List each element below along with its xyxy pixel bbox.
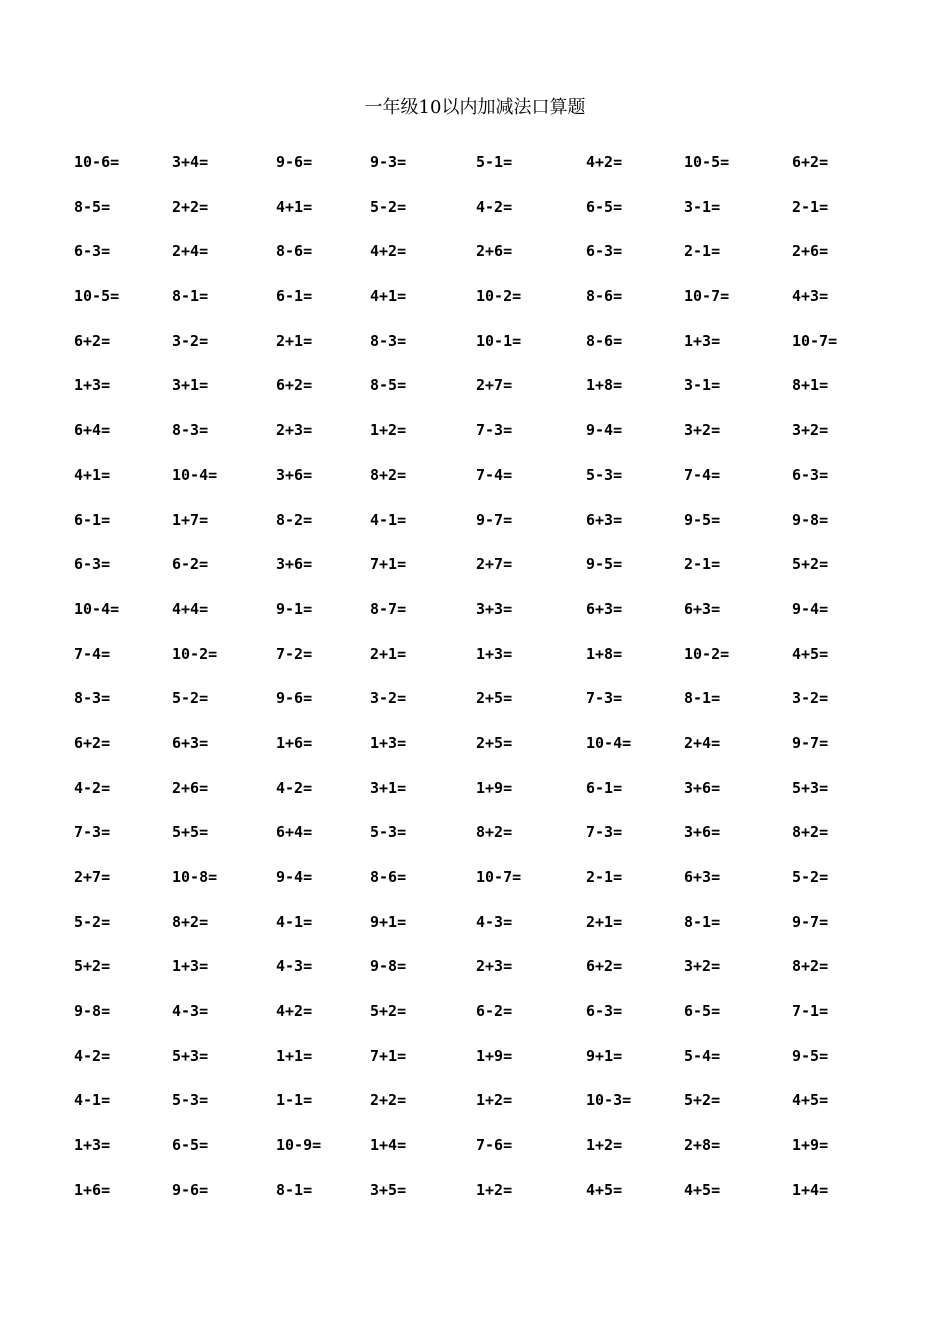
math-problem: 9-8= bbox=[74, 1002, 111, 1021]
math-problem: 7+1= bbox=[370, 1046, 407, 1065]
problem-row bbox=[0, 731, 950, 776]
math-problem: 7-3= bbox=[586, 823, 623, 842]
math-problem: 3+1= bbox=[370, 778, 407, 797]
math-problem: 8+2= bbox=[792, 823, 829, 842]
math-problem: 4+5= bbox=[792, 644, 829, 663]
math-problem: 8+2= bbox=[172, 912, 209, 931]
math-problem: 6-5= bbox=[586, 197, 623, 216]
problem-row bbox=[0, 865, 950, 910]
problem-row bbox=[0, 195, 950, 240]
math-problem: 6+2= bbox=[74, 331, 111, 350]
math-problem: 8-6= bbox=[276, 242, 313, 261]
math-problem: 7-2= bbox=[276, 644, 313, 663]
math-problem: 6-3= bbox=[792, 465, 829, 484]
problem-row bbox=[0, 150, 950, 195]
math-problem: 6-5= bbox=[684, 1002, 721, 1021]
math-problem: 1+3= bbox=[684, 331, 721, 350]
math-problem: 1+3= bbox=[74, 1136, 111, 1155]
math-problem: 4+5= bbox=[684, 1180, 721, 1199]
math-problem: 3+2= bbox=[684, 421, 721, 440]
problem-row bbox=[0, 1133, 950, 1178]
math-problem: 6+3= bbox=[684, 868, 721, 886]
math-problem: 8-6= bbox=[586, 331, 623, 350]
math-problem: 9-3= bbox=[370, 153, 407, 171]
math-problem: 2+1= bbox=[370, 644, 407, 663]
math-problem: 2+2= bbox=[370, 1091, 407, 1110]
math-problem: 6+2= bbox=[276, 376, 313, 395]
math-problem: 4+1= bbox=[276, 197, 313, 216]
math-problem: 8-3= bbox=[74, 689, 111, 708]
math-problem: 3+2= bbox=[684, 957, 721, 976]
math-problem: 10-2= bbox=[172, 644, 218, 663]
math-problem: 3+3= bbox=[476, 599, 513, 618]
math-problem: 4-2= bbox=[276, 778, 313, 797]
math-problem: 5+3= bbox=[792, 778, 829, 797]
math-problem: 8+2= bbox=[476, 823, 513, 842]
math-problem: 3+6= bbox=[684, 823, 721, 842]
math-problem: 2-1= bbox=[684, 555, 721, 574]
math-problem: 2+7= bbox=[74, 868, 111, 886]
math-problem: 5+2= bbox=[370, 1002, 407, 1021]
math-problem: 2+3= bbox=[276, 421, 313, 440]
math-problem: 8-7= bbox=[370, 599, 407, 618]
problem-row bbox=[0, 1088, 950, 1133]
math-problem: 1+2= bbox=[586, 1136, 623, 1155]
math-problem: 9-6= bbox=[172, 1180, 209, 1199]
math-problem: 4+1= bbox=[74, 465, 111, 484]
math-problem: 2+2= bbox=[172, 197, 209, 216]
math-problem: 7-6= bbox=[476, 1136, 513, 1155]
math-problem: 5-3= bbox=[586, 465, 623, 484]
math-problem: 9-5= bbox=[792, 1046, 829, 1065]
math-problem: 10-7= bbox=[792, 331, 838, 350]
math-problem: 7-4= bbox=[74, 644, 111, 663]
math-problem: 6+2= bbox=[792, 153, 829, 171]
math-problem: 4+2= bbox=[276, 1002, 313, 1021]
math-problem: 8-2= bbox=[276, 510, 313, 529]
math-problem: 1+1= bbox=[276, 1046, 313, 1065]
math-problem: 7-3= bbox=[586, 689, 623, 708]
math-problem: 6+4= bbox=[74, 421, 111, 440]
math-problem: 5+2= bbox=[684, 1091, 721, 1110]
math-problem: 8+1= bbox=[792, 376, 829, 395]
math-problem: 10-7= bbox=[476, 868, 522, 886]
math-problem: 6-3= bbox=[74, 555, 111, 574]
math-problem: 10-5= bbox=[684, 153, 730, 171]
math-problem: 2+4= bbox=[684, 733, 721, 752]
math-problem: 9-7= bbox=[792, 912, 829, 931]
math-problem: 6-3= bbox=[74, 242, 111, 261]
math-problem: 6+3= bbox=[172, 733, 209, 752]
math-problem: 4-2= bbox=[74, 1046, 111, 1065]
math-problem: 6-1= bbox=[586, 778, 623, 797]
math-problem: 6-2= bbox=[172, 555, 209, 574]
math-problem: 3+2= bbox=[792, 421, 829, 440]
math-problem: 9+1= bbox=[370, 912, 407, 931]
math-problem: 8-6= bbox=[370, 868, 407, 886]
problem-row bbox=[0, 284, 950, 329]
math-problem: 4+1= bbox=[370, 287, 407, 306]
math-problem: 10-4= bbox=[586, 733, 632, 752]
math-problem: 7-4= bbox=[684, 465, 721, 484]
problem-row bbox=[0, 329, 950, 374]
math-problem: 8-6= bbox=[586, 287, 623, 306]
math-problem: 9-1= bbox=[276, 599, 313, 618]
page-title: 一年级10以内加减法口算题 bbox=[364, 97, 586, 118]
math-problem: 5-2= bbox=[172, 689, 209, 708]
math-problem: 4+5= bbox=[586, 1180, 623, 1199]
math-problem: 7-1= bbox=[792, 1002, 829, 1021]
problem-row bbox=[0, 463, 950, 508]
math-problem: 5-2= bbox=[74, 912, 111, 931]
problem-row bbox=[0, 1178, 950, 1223]
math-problem: 8-5= bbox=[370, 376, 407, 395]
math-problem: 4-3= bbox=[276, 957, 313, 976]
problem-row bbox=[0, 776, 950, 821]
math-problem: 10-2= bbox=[476, 287, 522, 306]
math-problem: 2+6= bbox=[792, 242, 829, 261]
math-problem: 2-1= bbox=[684, 242, 721, 261]
math-problem: 8-1= bbox=[684, 689, 721, 708]
math-problem: 2-1= bbox=[586, 868, 623, 886]
math-problem: 6-3= bbox=[586, 1002, 623, 1021]
math-problem: 8-1= bbox=[276, 1180, 313, 1199]
math-problem: 5+2= bbox=[792, 555, 829, 574]
math-problem: 2+8= bbox=[684, 1136, 721, 1155]
math-problem: 10-3= bbox=[586, 1091, 632, 1110]
math-problem: 6-3= bbox=[586, 242, 623, 261]
math-problem: 9-5= bbox=[684, 510, 721, 529]
math-problem: 1+2= bbox=[370, 421, 407, 440]
math-problem: 5+2= bbox=[74, 957, 111, 976]
math-problem: 6+2= bbox=[586, 957, 623, 976]
math-problem: 7-3= bbox=[74, 823, 111, 842]
math-problem: 2+1= bbox=[276, 331, 313, 350]
math-problem: 9-7= bbox=[476, 510, 513, 529]
math-problem: 10-2= bbox=[684, 644, 730, 663]
math-problem: 9+1= bbox=[586, 1046, 623, 1065]
math-problem: 3+1= bbox=[172, 376, 209, 395]
math-problem: 4+4= bbox=[172, 599, 209, 618]
problem-row bbox=[0, 910, 950, 955]
math-problem: 8-1= bbox=[684, 912, 721, 931]
problem-row bbox=[0, 508, 950, 553]
math-problem: 1+4= bbox=[792, 1180, 829, 1199]
math-problem: 10-7= bbox=[684, 287, 730, 306]
math-problem: 10-1= bbox=[476, 331, 522, 350]
math-problem: 10-4= bbox=[74, 599, 120, 618]
problem-row bbox=[0, 642, 950, 687]
math-problem: 1+6= bbox=[74, 1180, 111, 1199]
math-problem: 2+4= bbox=[172, 242, 209, 261]
math-problem: 9-6= bbox=[276, 689, 313, 708]
math-problem: 1+2= bbox=[476, 1180, 513, 1199]
problem-row bbox=[0, 597, 950, 642]
problem-row bbox=[0, 373, 950, 418]
math-problem: 2+6= bbox=[476, 242, 513, 261]
math-problem: 8-3= bbox=[172, 421, 209, 440]
problem-row bbox=[0, 418, 950, 463]
math-problem: 9-8= bbox=[792, 510, 829, 529]
math-problem: 7-3= bbox=[476, 421, 513, 440]
math-problem: 4-3= bbox=[172, 1002, 209, 1021]
math-problem: 9-5= bbox=[586, 555, 623, 574]
math-problem: 6+2= bbox=[74, 733, 111, 752]
math-problem: 6-1= bbox=[276, 287, 313, 306]
math-problem: 9-4= bbox=[276, 868, 313, 886]
math-problem: 2+6= bbox=[172, 778, 209, 797]
math-problem: 3+6= bbox=[276, 465, 313, 484]
math-problem: 4+5= bbox=[792, 1091, 829, 1110]
math-problem: 8-1= bbox=[172, 287, 209, 306]
math-problem: 5-2= bbox=[370, 197, 407, 216]
math-problem: 1+2= bbox=[476, 1091, 513, 1110]
math-problem: 2+7= bbox=[476, 555, 513, 574]
math-problem: 3-2= bbox=[370, 689, 407, 708]
math-problem: 9-4= bbox=[792, 599, 829, 618]
math-problem: 2+7= bbox=[476, 376, 513, 395]
math-problem: 6-1= bbox=[74, 510, 111, 529]
problem-grid bbox=[0, 150, 950, 1223]
math-problem: 1+6= bbox=[276, 733, 313, 752]
math-problem: 1+3= bbox=[370, 733, 407, 752]
math-problem: 1+9= bbox=[476, 778, 513, 797]
math-problem: 2+5= bbox=[476, 733, 513, 752]
math-problem: 4-1= bbox=[276, 912, 313, 931]
math-problem: 4-2= bbox=[74, 778, 111, 797]
math-problem: 1-1= bbox=[276, 1091, 313, 1110]
math-problem: 3+4= bbox=[172, 153, 209, 171]
math-problem: 3-1= bbox=[684, 197, 721, 216]
math-problem: 2+5= bbox=[476, 689, 513, 708]
math-problem: 8+2= bbox=[370, 465, 407, 484]
math-problem: 10-4= bbox=[172, 465, 218, 484]
math-problem: 4-1= bbox=[74, 1091, 111, 1110]
math-problem: 1+4= bbox=[370, 1136, 407, 1155]
math-problem: 5-1= bbox=[476, 153, 513, 171]
problem-row bbox=[0, 686, 950, 731]
math-problem: 5+5= bbox=[172, 823, 209, 842]
math-problem: 3-1= bbox=[684, 376, 721, 395]
math-problem: 9-7= bbox=[792, 733, 829, 752]
math-problem: 10-5= bbox=[74, 287, 120, 306]
math-problem: 1+8= bbox=[586, 376, 623, 395]
math-problem: 2+1= bbox=[586, 912, 623, 931]
math-problem: 6+3= bbox=[586, 599, 623, 618]
math-problem: 9-8= bbox=[370, 957, 407, 976]
math-problem: 10-8= bbox=[172, 868, 218, 886]
math-problem: 6-5= bbox=[172, 1136, 209, 1155]
problem-row bbox=[0, 552, 950, 597]
math-problem: 1+8= bbox=[586, 644, 623, 663]
math-problem: 3-2= bbox=[172, 331, 209, 350]
math-problem: 1+3= bbox=[476, 644, 513, 663]
problem-row bbox=[0, 1044, 950, 1089]
math-problem: 1+7= bbox=[172, 510, 209, 529]
math-problem: 5-3= bbox=[370, 823, 407, 842]
math-problem: 4-2= bbox=[476, 197, 513, 216]
math-problem: 10-6= bbox=[74, 153, 120, 171]
problem-row bbox=[0, 820, 950, 865]
math-problem: 3+6= bbox=[276, 555, 313, 574]
math-problem: 5-3= bbox=[172, 1091, 209, 1110]
problem-row bbox=[0, 999, 950, 1044]
problem-row bbox=[0, 239, 950, 284]
math-problem: 6+3= bbox=[684, 599, 721, 618]
math-problem: 4+3= bbox=[792, 287, 829, 306]
math-problem: 6+3= bbox=[586, 510, 623, 529]
math-problem: 5-2= bbox=[792, 868, 829, 886]
problem-row bbox=[0, 954, 950, 999]
math-problem: 8-5= bbox=[74, 197, 111, 216]
math-problem: 3+6= bbox=[684, 778, 721, 797]
math-problem: 9-6= bbox=[276, 153, 313, 171]
math-problem: 2-1= bbox=[792, 197, 829, 216]
math-problem: 3+5= bbox=[370, 1180, 407, 1199]
math-problem: 7-4= bbox=[476, 465, 513, 484]
math-problem: 1+9= bbox=[476, 1046, 513, 1065]
math-problem: 8-3= bbox=[370, 331, 407, 350]
math-problem: 4-1= bbox=[370, 510, 407, 529]
math-problem: 4-3= bbox=[476, 912, 513, 931]
math-problem: 9-4= bbox=[586, 421, 623, 440]
math-problem: 1+9= bbox=[792, 1136, 829, 1155]
math-problem: 2+3= bbox=[476, 957, 513, 976]
math-problem: 7+1= bbox=[370, 555, 407, 574]
math-problem: 3-2= bbox=[792, 689, 829, 708]
math-problem: 5-4= bbox=[684, 1046, 721, 1065]
math-problem: 5+3= bbox=[172, 1046, 209, 1065]
math-problem: 6+4= bbox=[276, 823, 313, 842]
math-problem: 1+3= bbox=[172, 957, 209, 976]
math-problem: 1+3= bbox=[74, 376, 111, 395]
math-problem: 4+2= bbox=[586, 153, 623, 171]
math-problem: 8+2= bbox=[792, 957, 829, 976]
math-problem: 6-2= bbox=[476, 1002, 513, 1021]
math-problem: 10-9= bbox=[276, 1136, 322, 1155]
math-problem: 4+2= bbox=[370, 242, 407, 261]
